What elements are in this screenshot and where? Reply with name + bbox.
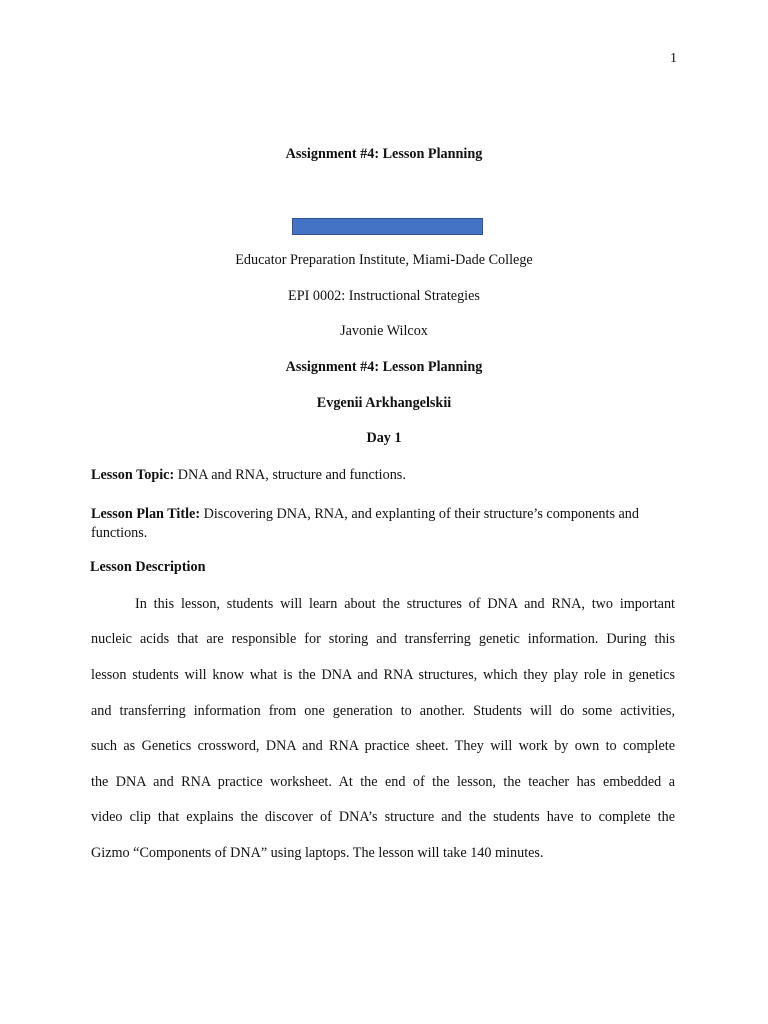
lesson-plan-title-value: Discovering DNA, RNA, and explanting of their structure’s components and functions. [91,506,639,541]
lesson-plan-title-label: Lesson Plan Title: [91,506,201,522]
institution-line: Educator Preparation Institute, Miami-Dade College [235,252,533,268]
lesson-topic-value: DNA and RNA, structure and functions. [174,467,406,483]
description-line: Gizmo “Components of DNA” using laptops. The lesson will take 140 minutes. [91,845,544,861]
document-title: Assignment #4: Lesson Planning [285,146,483,162]
description-line: the DNA and RNA practice worksheet. At the end of the lesson, the teacher has embedded a [91,774,675,790]
lesson-plan-title [91,505,675,543]
lesson-description-heading: Lesson Description [90,559,206,575]
instructor-line: Javonie Wilcox [340,323,428,339]
assignment-title-repeat: Assignment #4: Lesson Planning [285,359,483,375]
description-line: In this lesson, students will learn about the structures of DNA and RNA, two important [135,596,675,612]
redaction-bar [292,218,483,235]
lesson-topic [91,466,675,485]
lesson-topic-label: Lesson Topic: [91,467,175,483]
page-number: 1 [670,51,677,66]
day-heading: Day 1 [366,430,402,446]
description-line: lesson students will know what is the DNA and RNA structures, which they play role in genetics [91,667,675,683]
description-line: nucleic acids that are responsible for storing and transferring genetic information. During this [91,631,675,647]
course-line: EPI 0002: Instructional Strategies [288,288,480,304]
description-line: such as Genetics crossword, DNA and RNA practice sheet. They will work by own to complete [91,738,675,754]
description-line: and transferring information from one generation to another. Students will do some activities, [91,703,675,719]
description-line: video clip that explains the discover of DNA’s structure and the students have to complete the [91,809,675,825]
author-name: Evgenii Arkhangelskii [316,395,452,411]
